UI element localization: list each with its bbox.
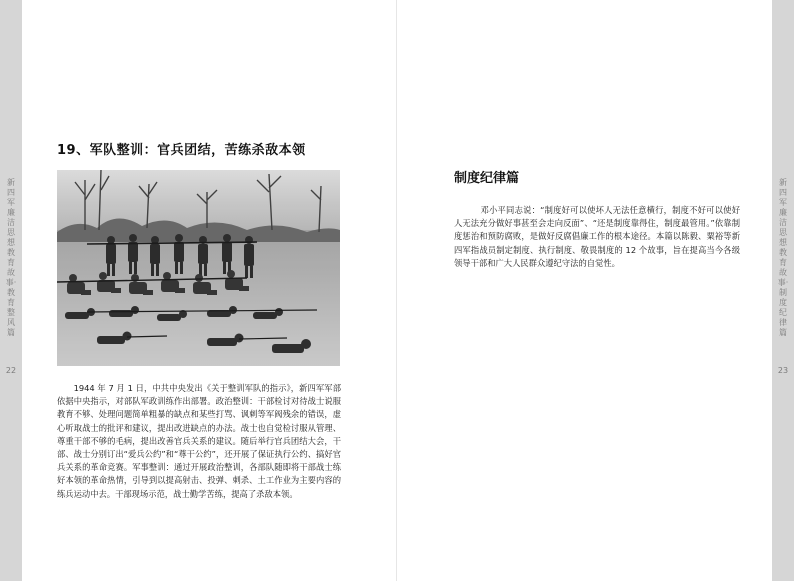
right-page xyxy=(397,0,772,581)
section-intro-body: 邓小平同志说：“制度好可以使坏人无法任意横行，制度不好可以使好人无法充分做好事甚至会走向反面”、“还是制度靠得住，制度最管用。”依靠制度惩治和预防腐败，是做好反腐倡廉工作的根本途径。本篇以陈毅、粟裕等新四军指战员制定制度、执行制度、敬畏制度的 12 个故事，旨在提高当今各级领导干部和广大人民群众遵纪守法的自觉性。 xyxy=(454,205,740,268)
section-title: 制度纪律篇 xyxy=(454,171,520,186)
right-side-running-text: 新四军廉洁思想教育故事·制度纪律篇 xyxy=(777,178,789,337)
historical-photo xyxy=(57,170,340,366)
left-page-number: 22 xyxy=(5,366,17,375)
soldiers-training-photo xyxy=(57,170,340,366)
article-title: 19、军队整训：官兵团结，苦练杀敌本领 xyxy=(57,143,306,158)
right-page-number: 23 xyxy=(777,366,789,375)
book-spine xyxy=(396,0,397,581)
left-side-running-text: 新四军廉洁思想教育故事·教育整风篇 xyxy=(5,178,17,337)
article-body: 1944 年 7 月 1 日，中共中央发出《关于整训军队的指示》，新四军军部依据中央指示，对部队军政训练作出部署。政治整训：干部检讨对待战士说服教育不够、处理问题简单粗暴的缺点和某些打骂、讽刺等军阀残余的错误，虚心听取战士的批评和建议，提出改进缺点的办法。战士也自觉检讨服从管理、尊重干部不够的毛病，提出改善官兵关系的建议。随后举行官兵团结大会，干部、战士分别订出“爱兵公约”和“尊干公约”，还开展了保证执行公约、搞好官兵关系的革命竞赛。军事整训：通过开展政治整训，各部队随即将干部战士练好本领的革命热情，引导到以提高射击、投弹、刺杀、土工作业为主要内容的练兵运动中去。干部现场示范，战士勤学苦练，提高了杀敌本领。 xyxy=(57,383,341,499)
